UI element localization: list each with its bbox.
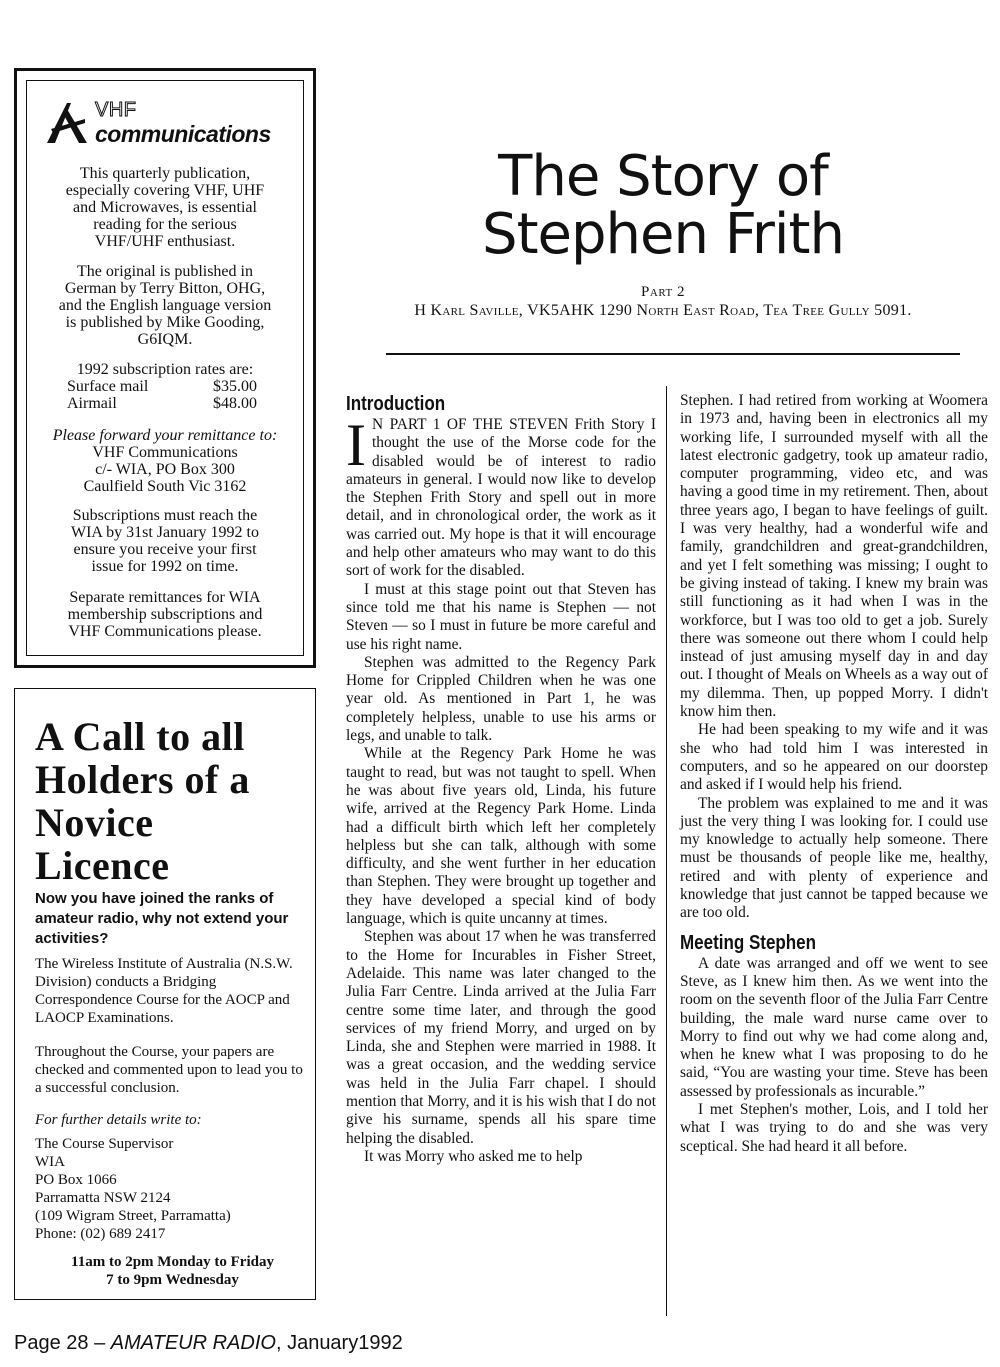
- intro-paragraph-text: N PART 1 OF THE STEVEN Frith Story I thought the use of the Morse code for the disabled would be of interest to radio amateurs in general. I would now like to develop the Stephen Frith Story and spell out in more detail, and in chronological order, the work as it was carried out. My hope is that it will encourage and help other amateurs who may want to do this sort of work for the disabled.: [346, 416, 656, 580]
- intro-paragraph: [346, 412, 656, 581]
- vhf-publisher-line: German by Terry Bitton, OHG,: [64, 280, 266, 297]
- vhf-deadline-line: Subscriptions must reach the: [72, 507, 258, 524]
- novice-ad-hours-line: 7 to 9pm Wednesday: [106, 1272, 239, 1288]
- vhf-rates-heading: 1992 subscription rates are:: [76, 361, 254, 378]
- article-column-right: [680, 392, 988, 1156]
- footer-issue-date: , January1992: [275, 1332, 403, 1354]
- novice-ad-title-line: Licence: [35, 843, 170, 888]
- vhf-separate-remittances: [27, 589, 303, 640]
- vhf-logo-icon: [45, 99, 89, 145]
- novice-ad-lead: Now you have joined the ranks of amateur radio, why not extend your activities?: [35, 890, 289, 947]
- article-title-line: Stephen Frith: [482, 202, 844, 267]
- article-paragraph: A date was arranged and off we went to see Steve, as I knew him then. As we went into the room on the seventh floor of the Julia Farr Centre building, the male ward nurse came over to Morry to find out why we had come along and, when he knew what I was proposing to do he said, “You are wasting your time. Steve has been assessed by professionals as incurable.”: [680, 954, 988, 1100]
- vhf-remit-line: c/- WIA, PO Box 300: [95, 461, 235, 478]
- rate-surface-price: $35.00: [213, 378, 257, 395]
- novice-ad-hours-line: 11am to 2pm Monday to Friday: [71, 1254, 274, 1270]
- title-divider-rule: [386, 353, 960, 355]
- vhf-deadline: [27, 507, 303, 575]
- heading-meeting-stephen: Meeting Stephen: [680, 931, 817, 954]
- vhf-publisher-line: and the English language version: [58, 297, 272, 314]
- vhf-separate-line: Separate remittances for WIA: [69, 589, 261, 606]
- article-title-line: The Story of: [498, 144, 828, 209]
- novice-ad-course-detail: Throughout the Course, your papers are checked and commented upon to lead you to a successful conclusion.: [35, 1044, 303, 1096]
- novice-ad-title-line: Holders of a: [35, 757, 250, 802]
- novice-ad-address-line: WIA: [35, 1154, 65, 1170]
- column-divider: [666, 386, 667, 1316]
- heading-introduction: Introduction: [346, 393, 446, 415]
- vhf-remit-line: VHF Communications: [92, 444, 238, 461]
- novice-ad-address-line: The Course Supervisor: [35, 1136, 174, 1152]
- vhf-description-line: This quarterly publication,: [79, 165, 251, 182]
- vhf-deadline-line: WIA by 31st January 1992 to: [71, 524, 259, 541]
- vhf-communications-box: [14, 68, 316, 668]
- page-footer: [14, 1332, 403, 1355]
- novice-ad-details-heading: For further details write to:: [35, 1112, 202, 1128]
- article-column-left: [346, 392, 656, 1166]
- novice-ad-address-line: PO Box 1066: [35, 1172, 117, 1188]
- footer-page-number: Page 28 –: [14, 1332, 111, 1354]
- article-part-label: Part 2: [641, 284, 685, 300]
- novice-ad-title: [35, 715, 310, 887]
- article-paragraph: Stephen. I had retired from working at Woomera in 1973 and, having been in electronics all my working life, I surrounded myself with all the latest electronic gadgetry, took up amateur radio, computer programming, video etc, and was having a good time in my retirement. Then, about three years ago, I began to have feelings of guilt. I was very healthy, had a wonderful wife and family, grandchildren and great-grandchildren, and yet I felt something was missing; I ought to be giving instead of taking. I knew my brain was still functioning as it had when I was in the workforce, but I was too old to get a job. Surely there was someone out there whom I could help instead of just amusing myself day in and day out. I thought of Meals on Wheels as a way out of my dilemma. Then, up popped Morry. I didn't know him then.: [680, 392, 988, 721]
- article-paragraph: The problem was explained to me and it was just the very thing I was looking for. I could use my knowledge to actually help someone. There must be thousands of people like me, healthy, retired and with plenty of experience and knowledge that just cannot be tapped because we are too old.: [680, 794, 988, 922]
- vhf-logo-text-bottom: communications: [95, 121, 271, 147]
- novice-licence-ad-box: [14, 688, 316, 1300]
- vhf-deadline-line: issue for 1992 on time.: [91, 558, 239, 575]
- vhf-publisher-line: The original is published in: [77, 263, 253, 280]
- rate-surface-label: Surface mail: [67, 378, 149, 395]
- vhf-description-line: VHF/UHF enthusiast.: [94, 233, 236, 250]
- rate-airmail-label: Airmail: [67, 395, 117, 412]
- article-paragraph: It was Morry who asked me to help: [364, 1147, 583, 1165]
- article-paragraph: Stephen was admitted to the Regency Park Home for Crippled Children when he was one year old. As mentioned in Part 1, he was completely helpless, unable to use his arms or legs, and unable to talk.: [346, 653, 656, 745]
- article-paragraph: Stephen was about 17 when he was transferred to the Home for Incurables in Fisher Street, Adelaide. This name was later changed to the Julia Farr Centre. Linda arrived at the Julia Farr centre some time later, and through the good services of my friend Morry, and urged on by Linda, she and Stephen were married in 1988. It was a great occasion, and the wedding service was held in the Julia Farr chapel. I should mention that Morry, and it is his wish that I do not give his surname, spends all his spare time helping the disabled.: [346, 928, 656, 1147]
- novice-ad-course-info: The Wireless Institute of Australia (N.S.W. Division) conducts a Bridging Correspondence Course for the AOCP and LAOCP Examinations.: [35, 956, 293, 1026]
- vhf-box-inner-frame: [26, 80, 304, 656]
- article-byline: H Karl Saville, VK5AHK 1290 North East Road, Tea Tree Gully 5091.: [414, 302, 912, 319]
- vhf-remit-address: [27, 444, 303, 495]
- article-paragraph: I met Stephen's mother, Lois, and I told her what I was trying to do and she was very sceptical. She had heard it all before.: [680, 1100, 988, 1155]
- novice-ad-address-line: (109 Wigram Street, Parramatta): [35, 1208, 231, 1224]
- vhf-separate-line: VHF Communications please.: [68, 623, 262, 640]
- footer-magazine-name: AMATEUR RADIO: [110, 1332, 276, 1354]
- article-paragraph: He had been speaking to my wife and it was she who had told him I was interested in computers, and so he appeared on our doorstep and asked if I would help his friend.: [680, 721, 988, 794]
- novice-ad-hours: [35, 1253, 310, 1289]
- vhf-description: [27, 165, 303, 250]
- novice-ad-title-line: A Call to all: [35, 714, 245, 759]
- novice-ad-address: [35, 1135, 231, 1243]
- rate-airmail-price: $48.00: [213, 395, 257, 412]
- vhf-description-line: reading for the serious: [93, 216, 237, 233]
- vhf-remit-line: Caulfield South Vic 3162: [83, 478, 247, 495]
- article-paragraph: I must at this stage point out that Steven has since told me that his name is Stephen — not Steven — so I must in future be more careful and use his right name.: [346, 580, 656, 653]
- article-paragraph: While at the Regency Park Home he was taught to read, but was not taught to spell. When he was about five years old, Linda, his future wife, arrived at the Regency Park Home. Linda had a difficult birth which left her completely helpless but she can talk, although with some difficulty, and she went further in her education than Stephen. They were brought up together and they have developed a special kind of body language, which is quite uncanny at times.: [346, 745, 656, 928]
- vhf-description-line: especially covering VHF, UHF: [65, 182, 265, 199]
- article-title: [340, 144, 986, 267]
- vhf-publisher-info: [27, 263, 303, 348]
- drop-cap: I: [346, 412, 366, 478]
- novice-ad-address-line: Phone: (02) 689 2417: [35, 1226, 166, 1242]
- vhf-publisher-line: G6IQM.: [137, 331, 193, 348]
- novice-ad-address-line: Parramatta NSW 2124: [35, 1190, 171, 1206]
- vhf-separate-line: membership subscriptions and: [67, 606, 263, 623]
- vhf-description-line: and Microwaves, is essential: [73, 199, 257, 216]
- vhf-logo-text-top: VHF: [95, 99, 137, 121]
- vhf-deadline-line: ensure you receive your first: [73, 541, 257, 558]
- vhf-publisher-line: is published by Mike Gooding,: [65, 314, 265, 331]
- novice-ad-title-line: Novice: [35, 800, 154, 845]
- vhf-remit-heading: Please forward your remittance to:: [52, 427, 278, 444]
